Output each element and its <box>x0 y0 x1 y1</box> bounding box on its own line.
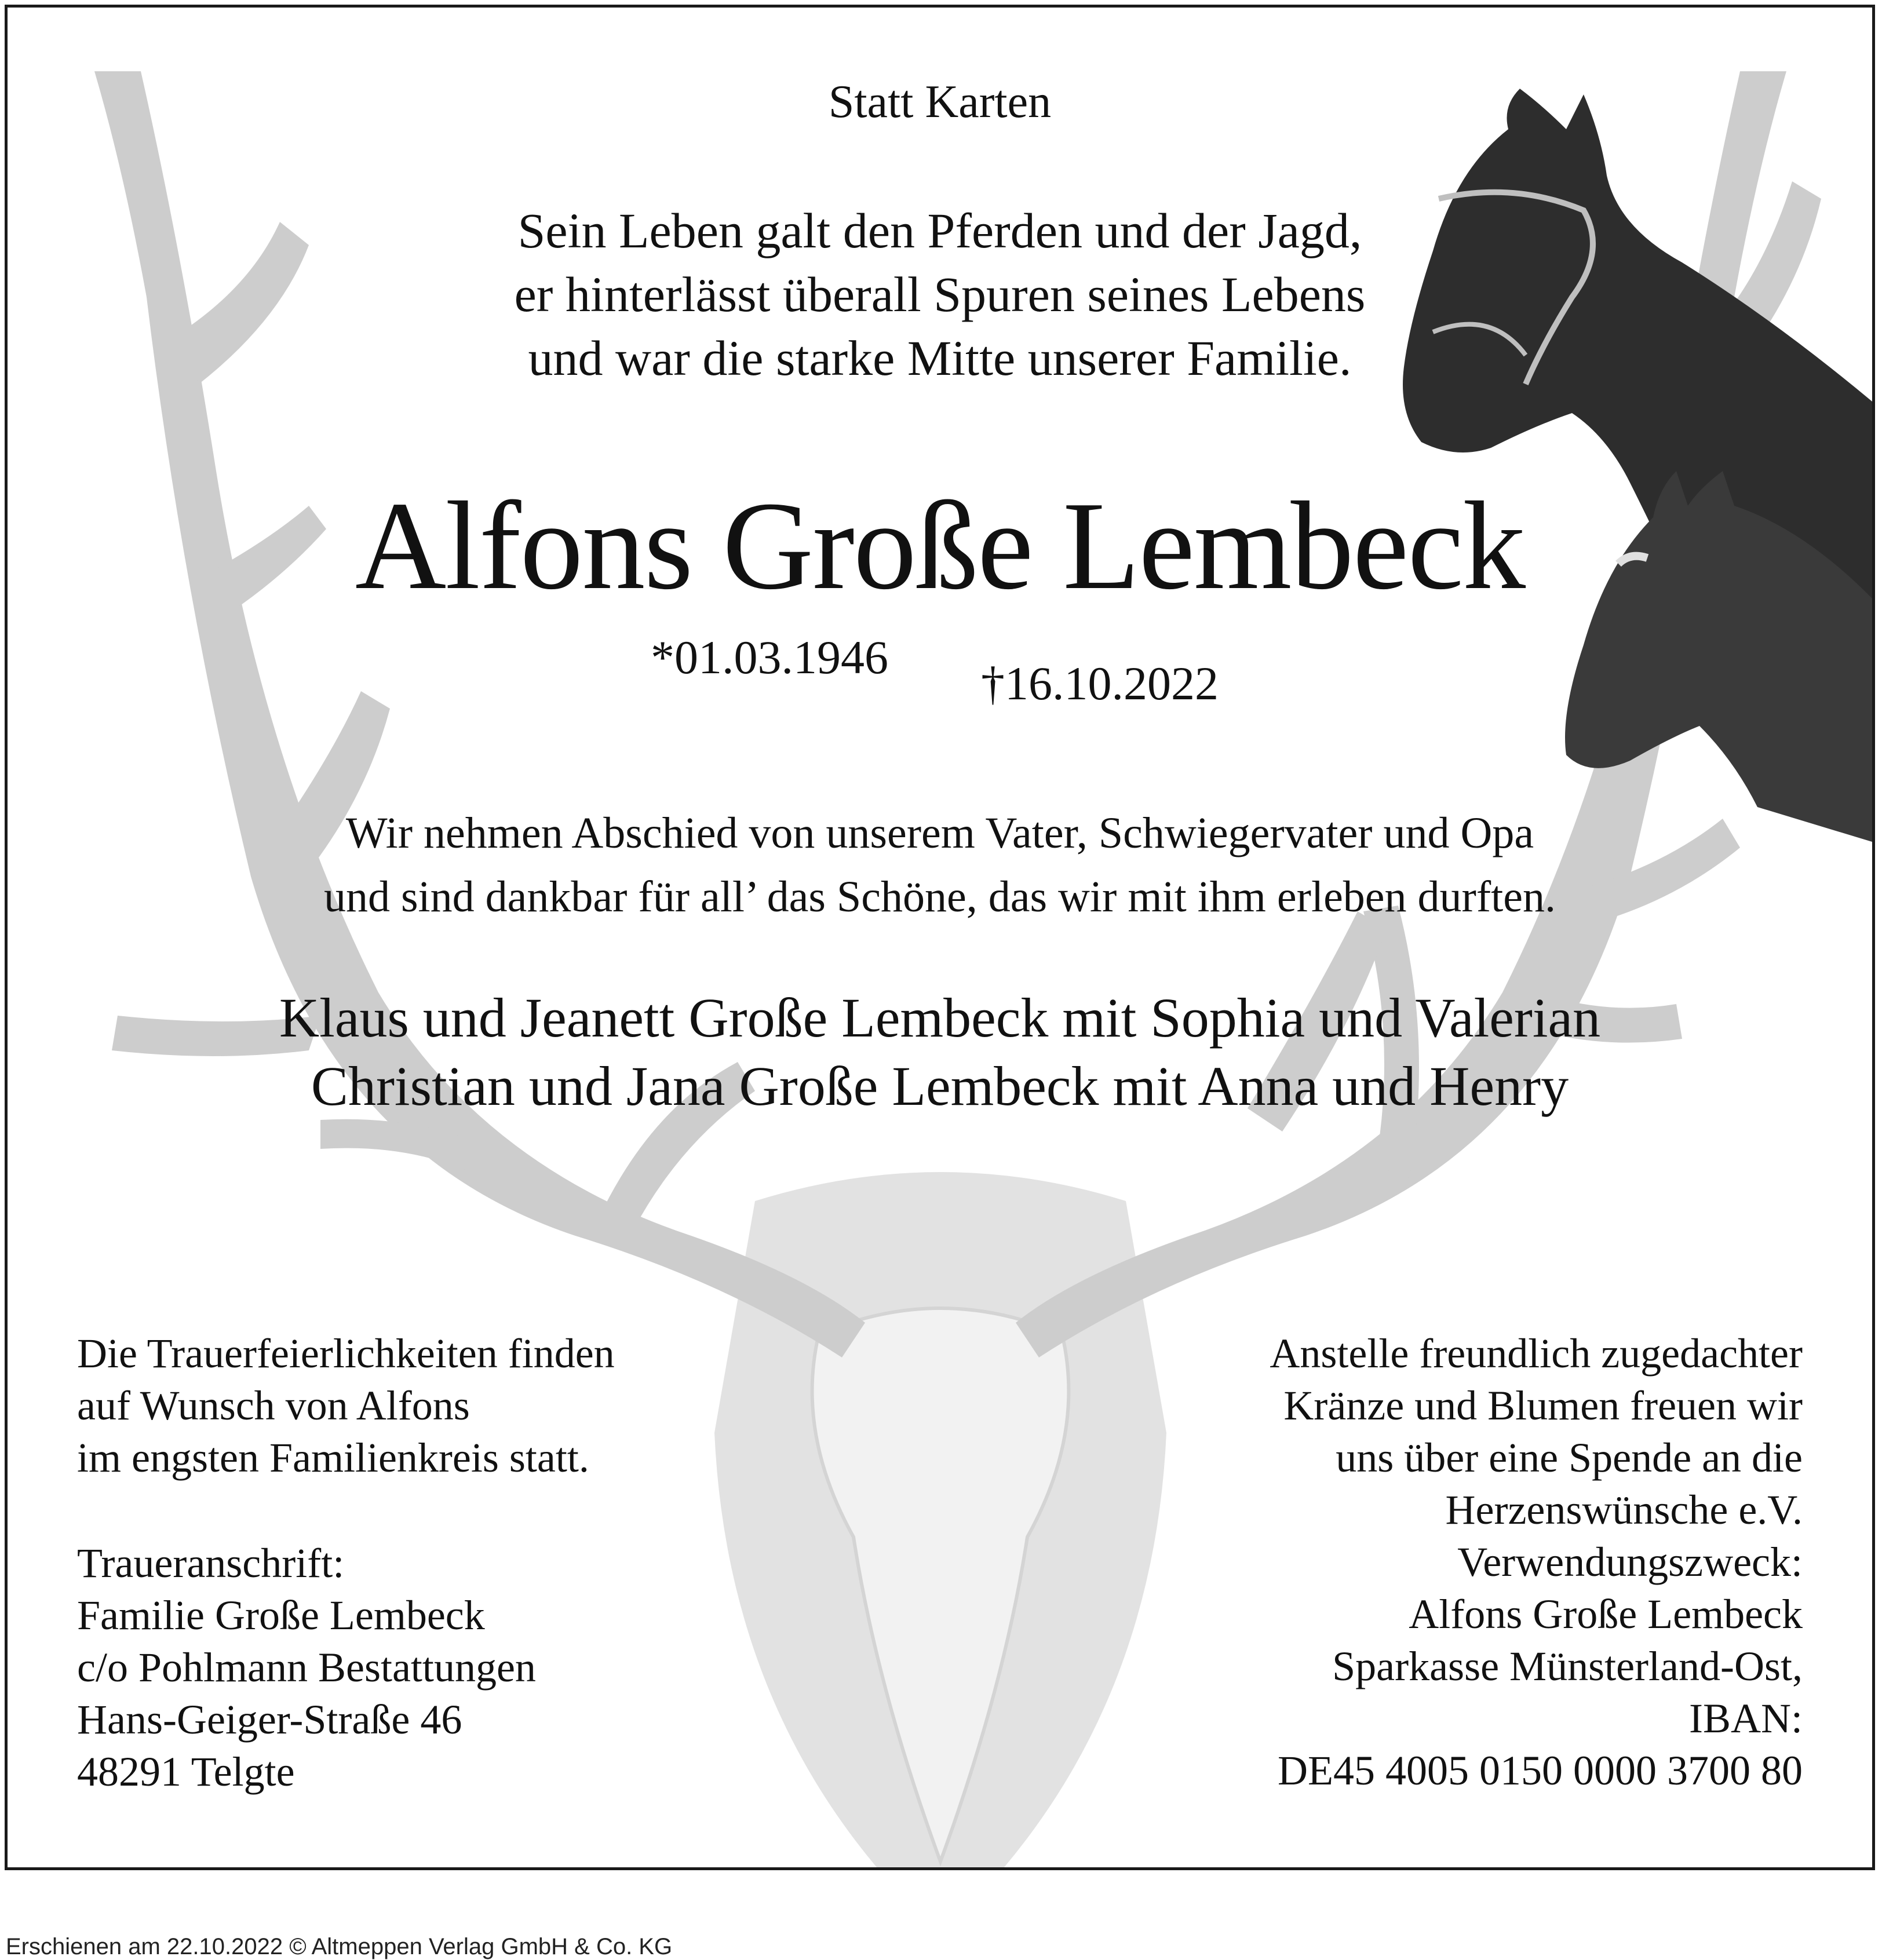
ceremony-note <box>77 1327 615 1484</box>
iban-value: DE45 4005 0150 0000 3700 80 <box>1278 1747 1803 1794</box>
motto-text <box>8 199 1872 390</box>
mourners-list <box>8 984 1872 1120</box>
donation-line: Anstelle freundlich zugedachter <box>1270 1330 1803 1377</box>
address-line: c/o Pohlmann Bestattungen <box>77 1644 536 1691</box>
publication-footer: Erschienen am 22.10.2022 © Altmeppen Verlag GmbH & Co. KG <box>6 1934 673 1959</box>
deceased-name: Alfons Große Lembeck <box>355 476 1525 616</box>
address-line: Familie Große Lembeck <box>77 1592 485 1638</box>
donation-line: Sparkasse Münsterland-Ost, <box>1332 1643 1803 1689</box>
ceremony-line: auf Wunsch von Alfons <box>77 1382 470 1429</box>
motto-line: und war die starke Mitte unserer Familie. <box>528 330 1352 386</box>
farewell-line: Wir nehmen Abschied von unserem Vater, Schwiegervater und Opa <box>345 809 1534 857</box>
address-line: Hans-Geiger-Straße 46 <box>77 1696 462 1743</box>
mourner-line: Christian und Jana Große Lembeck mit Anna und Henry <box>311 1055 1569 1117</box>
donation-line: Verwendungszweck: <box>1457 1539 1803 1585</box>
ceremony-line: im engsten Familienkreis statt. <box>77 1435 589 1481</box>
farewell-line: und sind dankbar für all’ das Schöne, das wir mit ihm erleben durften. <box>323 873 1556 921</box>
donation-note <box>1270 1327 1803 1797</box>
donation-line: Alfons Große Lembeck <box>1409 1591 1803 1637</box>
obituary-card <box>5 5 1875 1870</box>
address-line: Traueranschrift: <box>77 1540 345 1586</box>
mourning-address <box>77 1537 536 1798</box>
donation-line: Herzenswünsche e.V. <box>1445 1487 1803 1533</box>
farewell-text <box>8 801 1872 929</box>
address-line: 48291 Telgte <box>77 1749 295 1795</box>
statt-karten-label: Statt Karten <box>828 76 1052 127</box>
donation-line: IBAN: <box>1689 1695 1803 1742</box>
donation-line: Kränze und Blumen freuen wir <box>1283 1382 1803 1429</box>
motto-line: er hinterlässt überall Spuren seines Lebens <box>514 267 1366 322</box>
mourner-line: Klaus und Jeanett Große Lembeck mit Sophia und Valerian <box>279 987 1601 1049</box>
death-date: †16.10.2022 <box>981 657 1219 710</box>
donation-line: uns über eine Spende an die <box>1336 1435 1803 1481</box>
birth-date: *01.03.1946 <box>651 631 888 684</box>
motto-line: Sein Leben galt den Pferden und der Jagd, <box>517 203 1362 258</box>
ceremony-line: Die Trauerfeierlichkeiten finden <box>77 1330 615 1377</box>
